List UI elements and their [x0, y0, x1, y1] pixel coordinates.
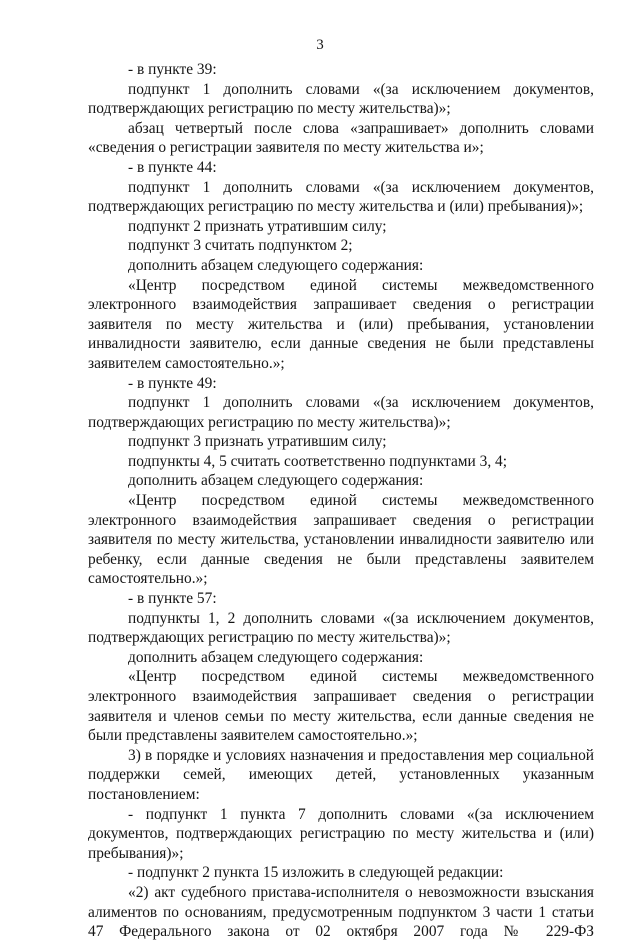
paragraph: 3) в порядке и условиях назначения и предоставления мер социальной поддержки семей, имеющих детей, установленных указанным постановлением:: [88, 746, 594, 803]
paragraph: - подпункт 1 пункта 7 дополнить словами «(за исключением документов, подтверждающих регистрацию по месту жительства и (или) пребывания)»;: [88, 805, 594, 862]
paragraph: - в пункте 44:: [128, 158, 217, 176]
paragraph: подпункт 3 признать утратившим силу;: [128, 433, 387, 451]
paragraph: подпункт 2 признать утратившим силу;: [128, 217, 387, 235]
paragraph: «Центр посредством единой системы межведомственного электронного взаимодействия запрашивает сведения о регистрации заявителя по месту жительства и (или) пребывания, установлении инвалидности заявителю, если данные сведения не были представлены заявителем самостоятельно.»;: [88, 276, 594, 372]
paragraph: дополнить абзацем следующего содержания:: [128, 256, 424, 274]
paragraph: «2) акт судебного пристава-исполнителя о невозможности взыскания алиментов по основаниям, предусмотренным подпунктом 3 части 1 статьи 47 Федерального закона от 02 октября 2007 года № 229-ФЗ: [88, 883, 594, 941]
document-body: [88, 60, 594, 942]
paragraph: - в пункте 39:: [128, 61, 217, 78]
paragraph: - подпункт 2 пункта 15 изложить в следующей редакции:: [128, 864, 504, 882]
paragraph: дополнить абзацем следующего содержания:: [128, 648, 424, 666]
paragraph: подпункт 3 считать подпунктом 2;: [128, 237, 353, 255]
paragraph: дополнить абзацем следующего содержания:: [128, 472, 424, 490]
page-number: 3: [316, 37, 324, 53]
paragraph: подпункты 1, 2 дополнить словами «(за исключением документов, подтверждающих регистрацию по месту жительства)»;: [88, 609, 594, 647]
paragraph: «Центр посредством единой системы межведомственного электронного взаимодействия запрашивает сведения о регистрации заявителя по месту жительства, установлении инвалидности заявителю или ребенку, если данные сведения не были представлены заявителем самостоятельно.»;: [88, 492, 594, 588]
paragraph: подпункт 1 дополнить словами «(за исключением документов, подтверждающих регистрацию по месту жительства и (или) пребывания)»;: [88, 178, 594, 216]
paragraph: подпункт 1 дополнить словами «(за исключением документов, подтверждающих регистрацию по месту жительства)»;: [88, 394, 594, 431]
paragraph: подпункты 4, 5 считать соответственно подпунктами 3, 4;: [128, 452, 507, 470]
paragraph: - в пункте 49:: [128, 374, 217, 392]
paragraph: подпункт 1 дополнить словами «(за исключением документов, подтверждающих регистрацию по месту жительства)»;: [88, 80, 594, 118]
paragraph: «Центр посредством единой системы межведомственного электронного взаимодействия запрашивает сведения о регистрации заявителя и членов семьи по месту жительства, если данные сведения не были представлены заявителем самостоятельно.»;: [88, 668, 594, 745]
paragraph: - в пункте 57:: [128, 590, 217, 608]
paragraph: абзац четвертый после слова «запрашивает» дополнить словами «сведения о регистрации заявителя по месту жительства и»;: [88, 119, 594, 157]
